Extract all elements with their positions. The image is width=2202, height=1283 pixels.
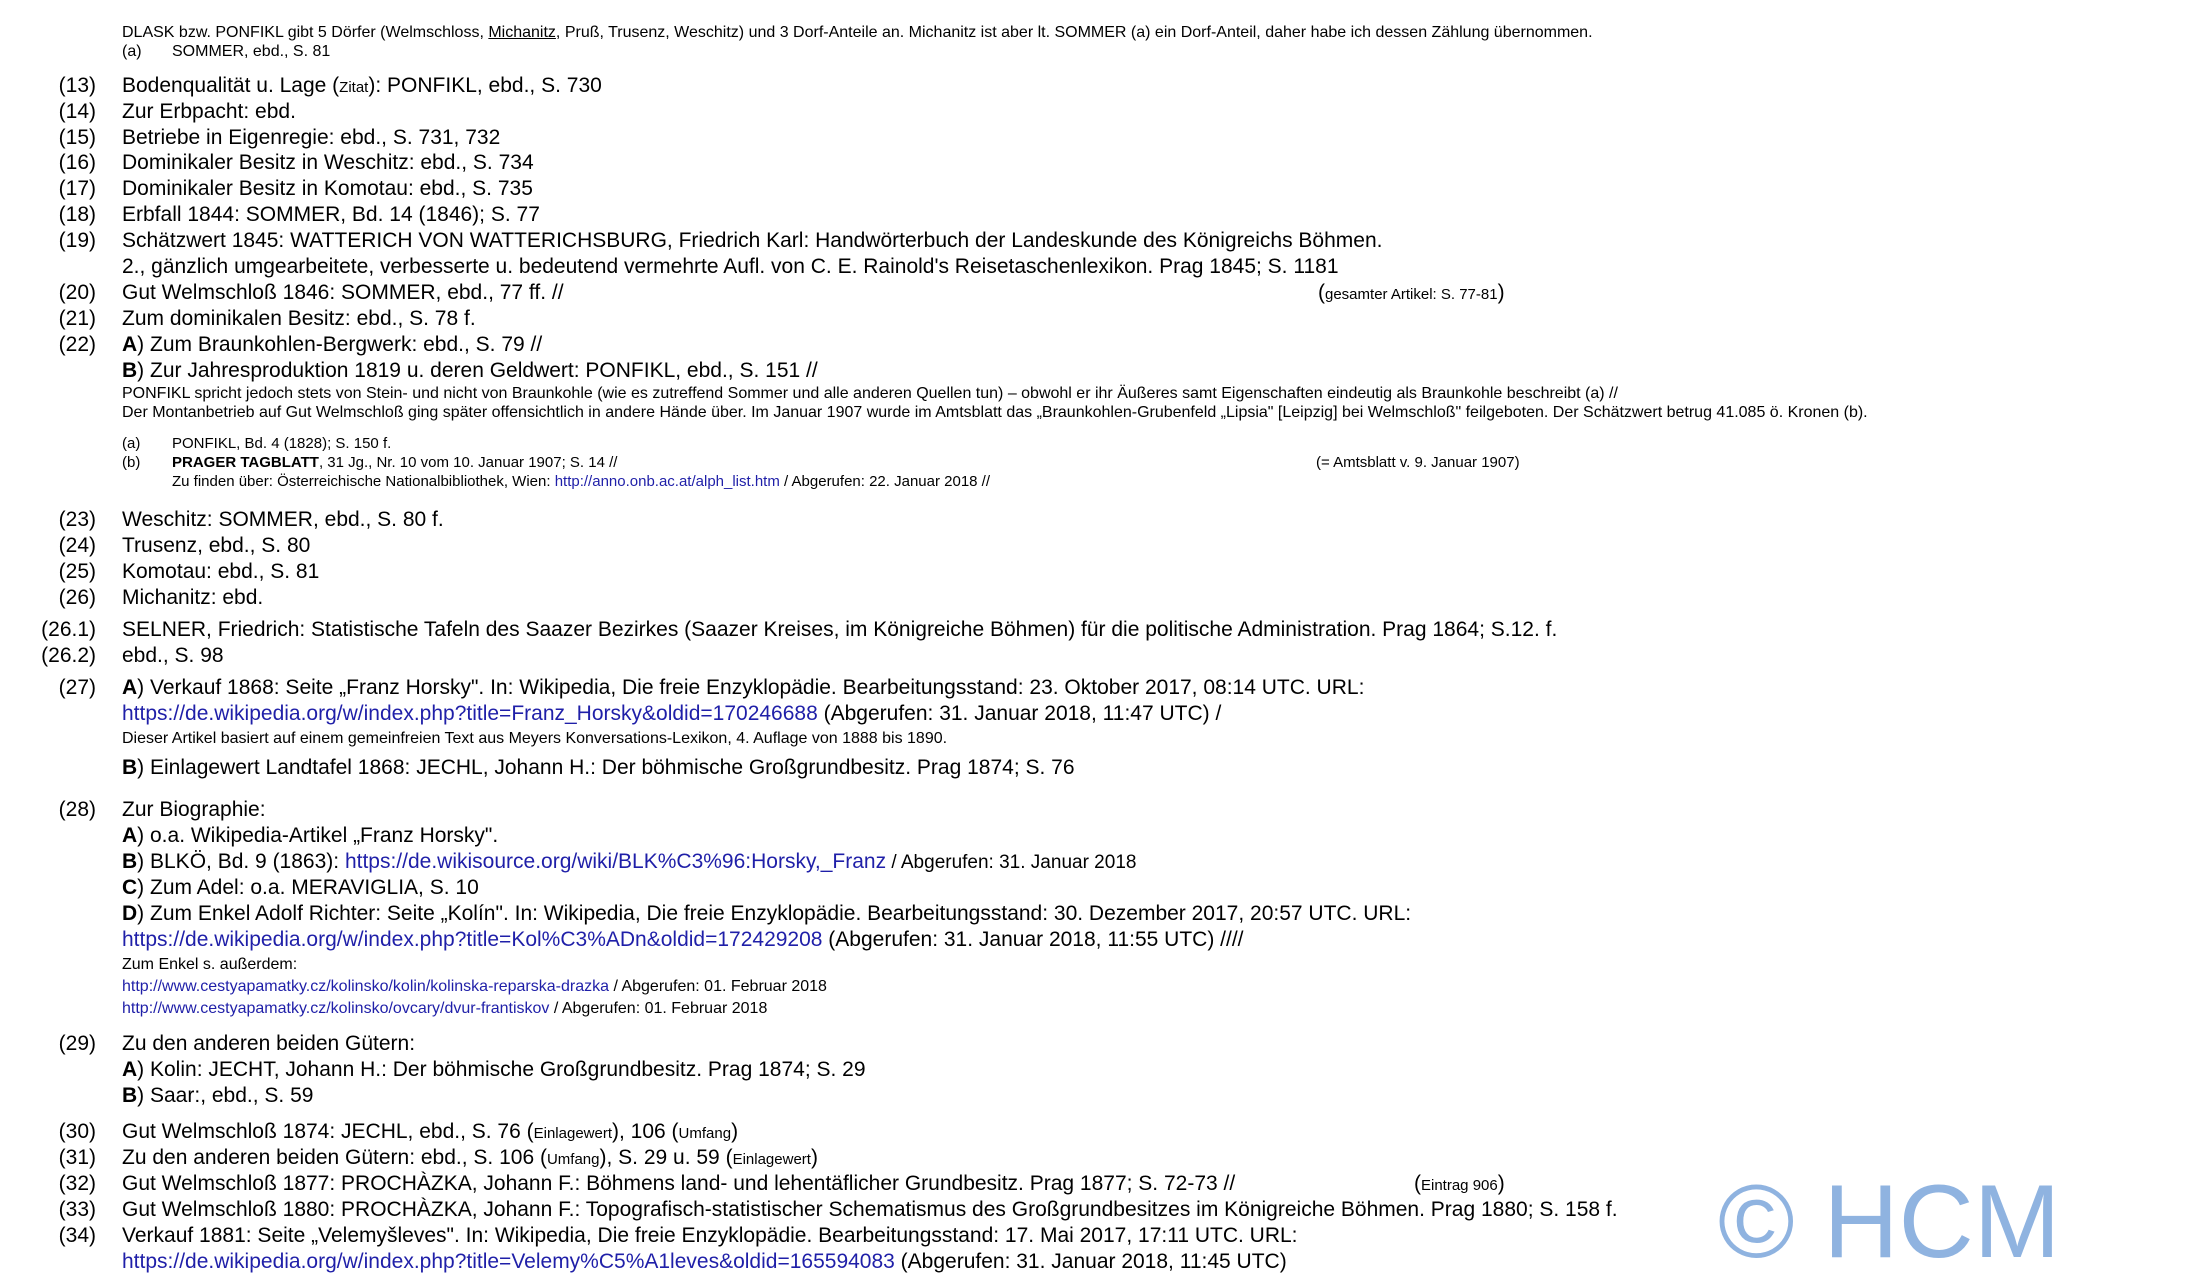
footnote-text: ) [731,1120,739,1143]
footnote-small-text: Zitat [339,79,369,96]
footnote-number: (19) [58,229,96,252]
footnote-text: ) Zur Jahresproduktion 1819 u. deren Geldwert: PONFIKL, ebd., S. 151 // [137,359,818,382]
footnote-number: (29) [58,1032,96,1055]
footnote-text: (Abgerufen: 31. Januar 2018, 11:55 UTC) //// [822,928,1244,951]
footnote-text: ): PONFIKL, ebd., S. 730 [368,74,602,97]
footnote-text: ), 106 ( [612,1120,679,1143]
footnote-number: (32) [58,1172,96,1195]
footnote-number: (22) [58,333,96,356]
footnote-33: Gut Welmschloß 1880: PROCHÀZKA, Johann F.: Topografisch-statistischer Schematismus des Großgrundbesitzes im Königreiche Böhmen. Prag 1880; S. 158 f. [122,1198,1618,1221]
footnote-34: Verkauf 1881: Seite „Velemyšleves". In: Wikipedia, Die freie Enzyklopädie. Bearbeitungsstand: 17. Mai 2017, 17:11 UTC. URL: [122,1224,1298,1247]
footnote-16: Dominikaler Besitz in Weschitz: ebd., S. 734 [122,151,534,174]
wikisource-link[interactable]: https://de.wikisource.org/wiki/BLK%C3%96:Horsky,_Franz [344,850,887,873]
paren: ) [1497,281,1505,304]
footnote-number: (30) [58,1120,96,1143]
footnote-29-b [122,1085,313,1106]
footnote-19-line1: Schätzwert 1845: WATTERICH VON WATTERICHSBURG, Friedrich Karl: Handwörterbuch der Landeskunde des Königreichs Böhmen. [122,229,1383,252]
footnote-text: (Abgerufen: 31. Januar 2018, 11:45 UTC) [894,1250,1287,1273]
footnote-text: ) Zum Enkel Adolf Richter: Seite „Kolín". In: Wikipedia, Die freie Enzyklopädie. Bearbeitungsstand: 30. Dezember 2017, 20:57 UTC. URL: [137,902,1412,925]
top-note-text: DLASK bzw. PONFIKL gibt 5 Dörfer (Welmschloss, [122,24,489,41]
footnote-22-sub-b-label: (b) [122,454,141,471]
footnote-small-text: Einlagewert [732,1151,811,1168]
footnote-number: (26.1) [41,618,96,641]
item-label: B [122,850,138,873]
footnote-number: (31) [58,1146,96,1169]
footnote-14: Zur Erbpacht: ebd. [122,100,296,123]
footnote-30 [122,1121,738,1142]
wikipedia-link[interactable]: https://de.wikipedia.org/w/index.php?title=Franz_Horsky&oldid=170246688 [122,702,818,725]
footnote-23: Weschitz: SOMMER, ebd., S. 80 f. [122,508,444,531]
cestyapamatky-link[interactable]: http://www.cestyapamatky.cz/kolinsko/ovcary/dvur-frantiskov [122,1000,550,1017]
footnote-small-text: Umfang [546,1151,600,1168]
footnote-number: (25) [58,560,96,583]
footnote-number: (14) [58,100,96,123]
footnote-26-1: SELNER, Friedrich: Statistische Tafeln des Saazer Bezirkes (Saazer Kreises, im Königreiche Böhmen) für die politische Administration. Prag 1864; S.12. f. [122,618,1558,641]
footnote-22-note2: Der Montanbetrieb auf Gut Welmschloß ging später offensichtlich in andere Hände über. Im Januar 1907 wurde im Amtsblatt das „Braunkohlen-Grubenfeld „Lipsia" [Leipzig] bei Welmschloß" feilgeboten. Der Schätzwert betrug 41.085 ö. Kronen (b). [122,404,1868,421]
footnote-22-sub-a-text: PONFIKL, Bd. 4 (1828); S. 150 f. [172,435,392,452]
footnote-number: (23) [58,508,96,531]
footnote-text: (Abgerufen: 31. Januar 2018, 11:47 UTC) / [817,702,1222,725]
footnote-22-note1: PONFIKL spricht jedoch stets von Stein- und nicht von Braunkohle (wie es zutreffend Sommer und alle anderen Quellen tun) – obwohl er ihr Äußeres samt Eigenschaften eindeutig als Braunkohle beschreibt (a) // [122,385,1618,402]
footnote-number: (16) [58,151,96,174]
footnote-22-sub-b2 [172,474,990,489]
footnote-number: (26.2) [41,644,96,667]
item-label: D [122,902,138,925]
footnote-number: (21) [58,307,96,330]
top-note [122,25,1593,41]
footnote-28-a [122,825,498,846]
footnote-text: ) o.a. Wikipedia-Artikel „Franz Horsky". [137,824,499,847]
footnote-27-a [122,677,1364,698]
footnote-number: (18) [58,203,96,226]
footnote-28-d [122,903,1411,924]
footnote-26-2: ebd., S. 98 [122,644,224,667]
footnote-28-c [122,877,479,898]
footnote-27-a-note: Dieser Artikel basiert auf einem gemeinfreien Text aus Meyers Konversations-Lexikon, 4. Auflage von 1888 bis 1890. [122,730,948,747]
paren: ( [1414,1172,1421,1195]
footnote-22-sub-b [172,455,617,470]
footnote-text: / Abgerufen: 01. Februar 2018 [609,978,827,995]
footnote-text: ) Verkauf 1868: Seite „Franz Horsky". In: Wikipedia, Die freie Enzyklopädie. Bearbeitungsstand: 23. Oktober 2017, 08:14 UTC. URL: [137,676,1365,699]
footnote-number: (34) [58,1224,96,1247]
footnote-text: Gut Welmschloß 1874: JECHL, ebd., S. 76 ( [122,1120,534,1143]
footnote-number: (24) [58,534,96,557]
paren: ) [1497,1172,1505,1195]
wikipedia-link[interactable]: https://de.wikipedia.org/w/index.php?title=Velemy%C5%A1leves&oldid=165594083 [122,1250,895,1273]
footnote-26: Michanitz: ebd. [122,586,264,609]
footnote-28-title: Zur Biographie: [122,798,266,821]
footnote-22-a [122,334,542,355]
anno-link[interactable]: http://anno.onb.ac.at/alph_list.htm [554,473,780,490]
footnote-text: , 31 Jg., Nr. 10 vom 10. Januar 1907; S. 14 // [318,454,618,471]
footnote-text: ) Zum Braunkohlen-Bergwerk: ebd., S. 79 // [137,333,543,356]
footnote-20-right [1318,282,1505,303]
footnote-22-sub-b-right: (= Amtsblatt v. 9. Januar 1907) [1316,454,1520,471]
footnote-17: Dominikaler Besitz in Komotau: ebd., S. 735 [122,177,533,200]
item-label: A [122,1058,138,1081]
footnote-text: Zu finden über: Österreichische Nationalbibliothek, Wien: [172,473,555,490]
top-note-sub-label: (a) [122,43,142,60]
wikipedia-link[interactable]: https://de.wikipedia.org/w/index.php?title=Kol%C3%ADn&oldid=172429208 [122,928,823,951]
top-note-text-end: , Pruß, Trusenz, Weschitz) und 3 Dorf-Anteile an. Michanitz ist aber lt. SOMMER (a) ein Dorf-Anteil, daher habe ich dessen Zählung übernommen. [555,24,1593,41]
paren: ( [1318,281,1325,304]
footnote-29-a [122,1059,866,1080]
item-label: C [122,876,138,899]
footnote-20: Gut Welmschloß 1846: SOMMER, ebd., 77 ff. // [122,281,564,304]
footnote-text: Bodenqualität u. Lage ( [122,74,340,97]
footnote-24: Trusenz, ebd., S. 80 [122,534,311,557]
footnote-13 [122,75,602,96]
footnote-small-text: Umfang [678,1125,732,1142]
item-label: B [122,1084,138,1107]
footnote-28-enkel-1 [122,979,827,995]
footnote-number: (20) [58,281,96,304]
footnote-28-enkel-2 [122,1001,767,1017]
footnote-28-enkel-title: Zum Enkel s. außerdem: [122,956,298,973]
footnote-25: Komotau: ebd., S. 81 [122,560,320,583]
top-note-sub-text: SOMMER, ebd., S. 81 [172,43,331,60]
footnote-28-b [122,851,1136,872]
footnote-34-link-line [122,1251,1287,1272]
item-label: A [122,824,138,847]
footnote-number: (26) [58,586,96,609]
footnote-text: ) Saar:, ebd., S. 59 [137,1084,314,1107]
footnote-text: / Abgerufen: 01. Februar 2018 [549,1000,768,1017]
item-label: A [122,676,138,699]
footnote-18: Erbfall 1844: SOMMER, Bd. 14 (1846); S. 77 [122,203,540,226]
footnote-27-a-link-line [122,703,1221,724]
footnote-31 [122,1147,818,1168]
footnote-number: (13) [58,74,96,97]
footnote-text: / Abgerufen: 31. Januar 2018 [886,852,1137,873]
footnote-19-line2: 2., gänzlich umgearbeitete, verbesserte u. bedeutend vermehrte Aufl. von C. E. Rainold's Reisetaschenlexikon. Prag 1845; S. 1181 [122,255,1339,278]
footnote-text: ), S. 29 u. 59 ( [599,1146,733,1169]
footnote-text: ) BLKÖ, Bd. 9 (1863): [137,850,345,873]
footnote-number: (27) [58,676,96,699]
footnote-28-d-link-line [122,929,1243,950]
footnote-small-text: Einlagewert [533,1125,613,1142]
footnote-32-right [1414,1173,1505,1194]
newspaper-title: PRAGER TAGBLATT [172,454,319,471]
footnote-text: ) [810,1146,818,1169]
footnote-small-text: gesamter Artikel: S. 77-81 [1325,286,1498,303]
item-label: A [122,333,138,356]
cestyapamatky-link[interactable]: http://www.cestyapamatky.cz/kolinsko/kolin/kolinska-reparska-drazka [122,978,609,995]
footnote-small-text: Eintrag 906 [1421,1177,1498,1194]
footnote-text: / Abgerufen: 22. Januar 2018 // [779,473,991,490]
item-label: B [122,359,138,382]
footnote-21: Zum dominikalen Besitz: ebd., S. 78 f. [122,307,476,330]
footnote-15: Betriebe in Eigenregie: ebd., S. 731, 732 [122,126,501,149]
footnote-22-b [122,360,818,381]
footnote-text: ) Einlagewert Landtafel 1868: JECHL, Johann H.: Der böhmische Großgrundbesitz. Prag 1874; S. 76 [137,756,1075,779]
footnote-27-b [122,757,1075,778]
footnote-32: Gut Welmschloß 1877: PROCHÀZKA, Johann F.: Böhmens land- und lehentäflicher Grundbesitz. Prag 1877; S. 72-73 // [122,1172,1236,1195]
footnote-text: ) Zum Adel: o.a. MERAVIGLIA, S. 10 [137,876,479,899]
item-label: B [122,756,138,779]
footnote-text: ) Kolin: JECHT, Johann H.: Der böhmische Großgrundbesitz. Prag 1874; S. 29 [137,1058,866,1081]
copyright-watermark: © HCM [1718,1164,2061,1280]
footnote-number: (15) [58,126,96,149]
footnote-29-title: Zu den anderen beiden Gütern: [122,1032,416,1055]
top-note-underlined: Michanitz [488,24,556,41]
footnote-number: (33) [58,1198,96,1221]
footnote-number: (28) [58,798,96,821]
footnote-22-sub-a-label: (a) [122,435,141,452]
footnote-number: (17) [58,177,96,200]
footnote-text: Zu den anderen beiden Gütern: ebd., S. 106 ( [122,1146,547,1169]
